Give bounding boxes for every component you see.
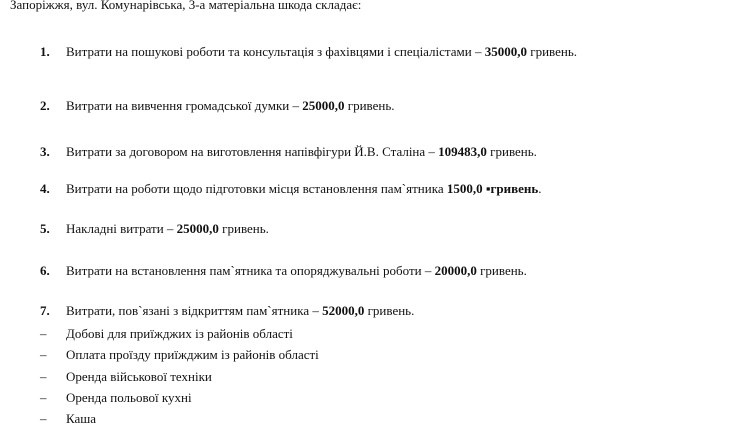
- list-item: [40, 263, 740, 278]
- dash-bullet: –: [40, 390, 47, 405]
- item-description: Витрати на пошукові роботи та консультація з фахівцями і спеціалістами –: [66, 44, 485, 59]
- sub-item-text: Оренда військової техніки: [66, 369, 212, 384]
- list-item: [40, 44, 740, 59]
- item-description: Витрати на роботи щодо підготовки місця встановлення пам`ятника: [66, 181, 447, 196]
- sub-item-text: Оплата проїзду приїжджим із районів області: [66, 347, 319, 362]
- intro-line: Запоріжжя, вул. Комунарівська, 3-а матеріальна шкода складає:: [10, 0, 362, 12]
- list-item: [40, 98, 740, 113]
- item-unit: гривень.: [364, 303, 415, 318]
- item-number: 2.: [40, 98, 50, 113]
- sub-item-text: Добові для приїжджих із районів області: [66, 326, 293, 341]
- item-number: 6.: [40, 263, 50, 278]
- sub-list-item: [40, 390, 192, 405]
- sub-list-item: [40, 347, 319, 362]
- item-unit: гривень.: [218, 221, 269, 236]
- item-description: Витрати, пов`язані з відкриттям пам`ятника –: [66, 303, 323, 318]
- sub-list-item: [40, 369, 212, 384]
- item-unit: гривень.: [476, 263, 527, 278]
- item-text: [66, 263, 740, 278]
- item-description: Витрати на вивчення громадської думки –: [66, 98, 303, 113]
- item-number: 1.: [40, 44, 50, 59]
- item-number: 4.: [40, 181, 50, 196]
- dash-bullet: –: [40, 326, 47, 341]
- item-unit: гривень.: [344, 98, 395, 113]
- item-description: Витрати за договором на виготовлення напівфігури Й.В. Сталіна –: [66, 144, 439, 159]
- list-item: [40, 144, 740, 159]
- item-number: 3.: [40, 144, 50, 159]
- item-text: [66, 44, 740, 59]
- sub-item-text: Оренда польової кухні: [66, 390, 192, 405]
- dash-bullet: –: [40, 369, 47, 384]
- list-item: [40, 181, 740, 196]
- sub-item-text: Каша: [66, 411, 97, 426]
- item-description: Витрати на встановлення пам`ятника та опоряджувальні роботи –: [66, 263, 435, 278]
- item-amount: 109483,0: [438, 144, 487, 159]
- item-amount: 52000,0: [322, 303, 365, 318]
- item-amount: 1500,0 ▪гривень: [446, 181, 539, 196]
- item-amount: 25000,0: [176, 221, 219, 236]
- item-text: [66, 303, 740, 318]
- item-text: [66, 98, 740, 113]
- dash-bullet: –: [40, 411, 47, 426]
- item-number: 7.: [40, 303, 50, 318]
- item-description: Накладні витрати –: [66, 221, 177, 236]
- item-amount: 20000,0: [434, 263, 477, 278]
- item-text: [66, 144, 740, 159]
- list-item: [40, 303, 740, 318]
- item-text: [66, 181, 740, 196]
- item-unit: гривень.: [486, 144, 537, 159]
- sub-list-item: [40, 326, 293, 341]
- item-amount: 35000,0: [484, 44, 527, 59]
- sub-list-item: [40, 411, 96, 426]
- item-amount: 25000,0: [302, 98, 345, 113]
- item-unit: .: [538, 181, 542, 196]
- item-number: 5.: [40, 221, 50, 236]
- list-item: [40, 221, 740, 236]
- item-text: [66, 221, 740, 236]
- dash-bullet: –: [40, 347, 47, 362]
- item-unit: гривень.: [526, 44, 577, 59]
